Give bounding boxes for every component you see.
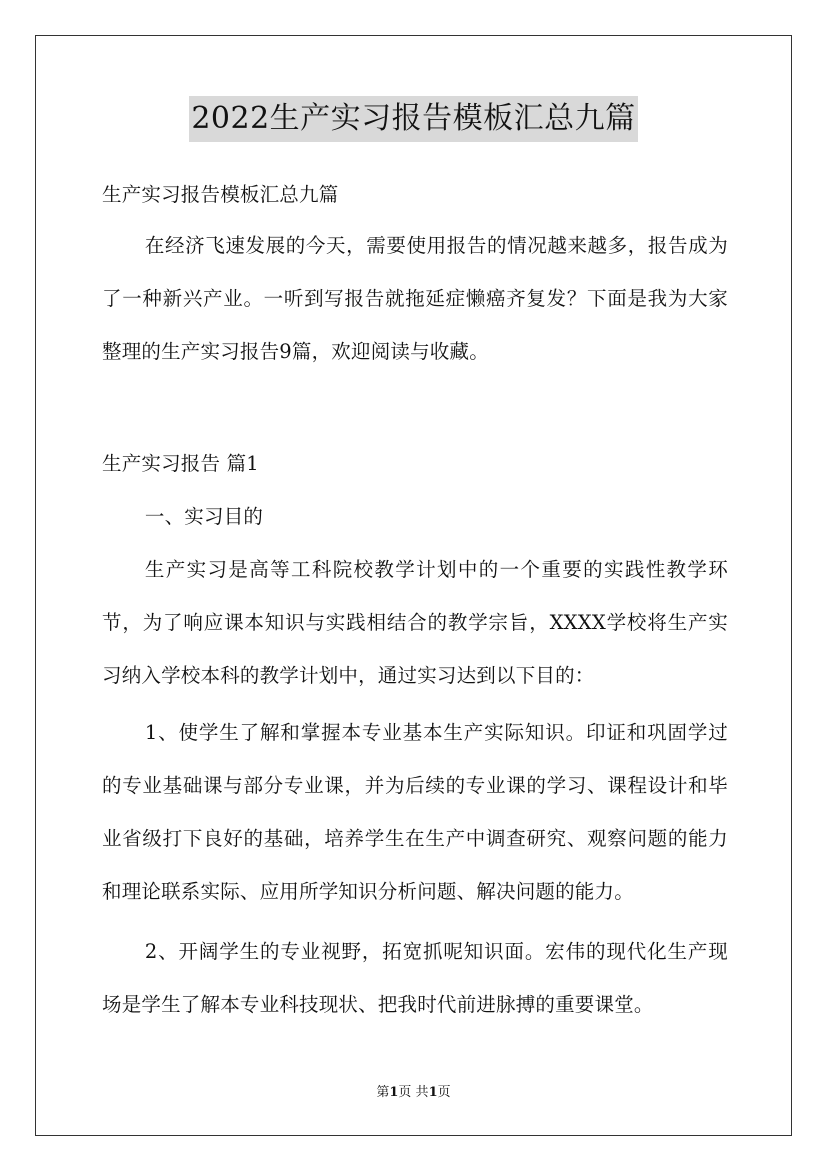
footer-page-prefix: 第: [376, 1085, 390, 1100]
document-subtitle: 生产实习报告模板汇总九篇: [102, 183, 339, 206]
page-footer: [0, 1084, 827, 1102]
footer-page-number: 1: [389, 1085, 399, 1100]
paragraph-2: 1、使学生了解和掌握本专业基本生产实际知识。印证和巩固学过的专业基础课与部分专业课，并为后续的专业课的学习、课程设计和毕业省级打下良好的基础，培养学生在生产中调查研究、观察问题的能力和理论联系实际、应用所学知识分析问题、解决问题的能力。: [102, 721, 728, 903]
section-title: 生产实习报告 篇1: [102, 452, 259, 475]
paragraph-1: 生产实习是高等工科院校教学计划中的一个重要的实践性教学环节，为了响应课本知识与实践相结合的教学宗旨，XXXX学校将生产实习纳入学校本科的教学计划中，通过实习达到以下目的：: [102, 558, 728, 687]
title-container: [0, 96, 827, 142]
footer-page-suffix: 页: [437, 1085, 451, 1100]
sub-heading-purpose: 一、实习目的: [144, 505, 264, 528]
paragraph-3: 2、开阔学生的专业视野，拓宽抓呢知识面。宏伟的现代化生产现场是学生了解本专业科技现状、把我时代前进脉搏的重要课堂。: [102, 940, 728, 1016]
footer-page-mid: 页 共: [398, 1085, 429, 1100]
document-title: 2022生产实习报告模板汇总九篇: [189, 96, 637, 142]
footer-page-total: 1: [428, 1085, 438, 1100]
intro-paragraph: 在经济飞速发展的今天，需要使用报告的情况越来越多，报告成为了一种新兴产业。一听到写报告就拖延症懒癌齐复发？下面是我为大家整理的生产实习报告9篇，欢迎阅读与收藏。: [102, 234, 728, 363]
